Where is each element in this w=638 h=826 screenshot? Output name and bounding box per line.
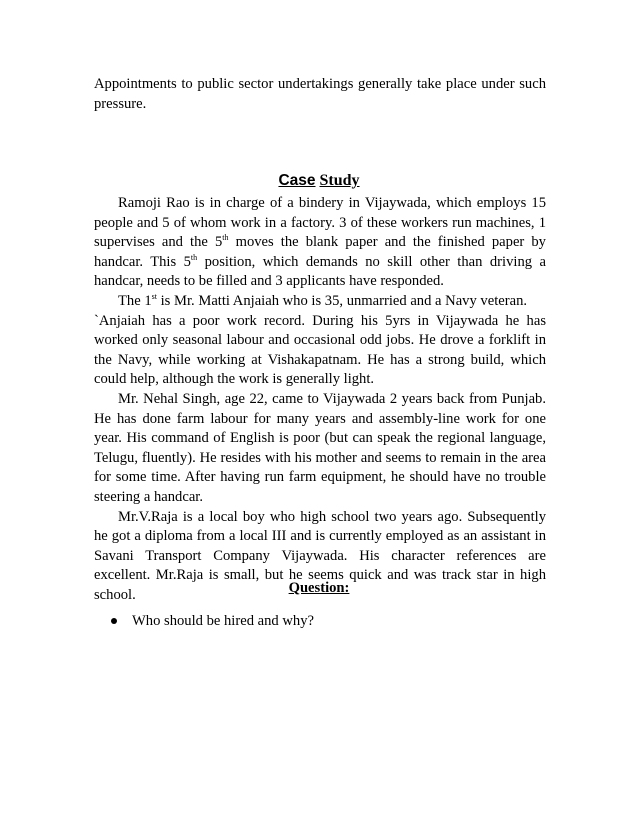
- case-study-body: [94, 194, 546, 605]
- paragraph-first-applicant: The 1st is Mr. Matti Anjaiah who is 35, unmarried and a Navy veteran.: [118, 292, 528, 309]
- paragraph-bindery: Ramoji Rao is in charge of a bindery in Vijaywada, which employs 15 people and 5 of whom work in a factory. 3 of these workers run machines, 1 supervises and the 5th moves the blank paper and the finished paper by handcar. This 5th position, which demands no skill other than driving a handcar, needs to be filled and 3 applicants have responded.: [94, 195, 546, 290]
- question-heading: Question:: [288, 580, 350, 596]
- paragraph-anjaiah: `Anjaiah has a poor work record. During his 5yrs in Vijaywada he has worked only seasonal labour and occasional odd jobs. He drove a forklift in the Navy, while working at Vishakapatnam. He has a strong build, which could help, although the work is generally light.: [94, 312, 546, 388]
- bullet-icon: [111, 618, 117, 624]
- paragraph-v-raja: Mr.V.Raja is a local boy who high school two years ago. Subsequently he got a diploma from a local III and is currently employed as an assistant in Savani Transport Company Vijaywada. His character references are excellent. Mr.Raja is small, but he seems quick and was track star in high school.: [94, 508, 546, 603]
- intro-paragraph: Appointments to public sector undertakings generally take place under such pressure.: [94, 76, 546, 112]
- question-text: Who should be hired and why?: [132, 613, 314, 629]
- heading-study: Study: [319, 172, 360, 189]
- case-study-heading: [0, 172, 638, 190]
- heading-case: Case: [278, 172, 316, 189]
- question-list: [94, 611, 546, 631]
- question-item: [94, 611, 546, 631]
- paragraph-nehal-singh: Mr. Nehal Singh, age 22, came to Vijaywada 2 years back from Punjab. He has done farm labour for many years and assembly-line work for one year. His command of English is poor (but can speak the regional language, Telugu, fluently). He resides with his mother and seems to remain in the area for some time. After having run farm equipment, he should have no trouble steering a handcar.: [94, 390, 546, 505]
